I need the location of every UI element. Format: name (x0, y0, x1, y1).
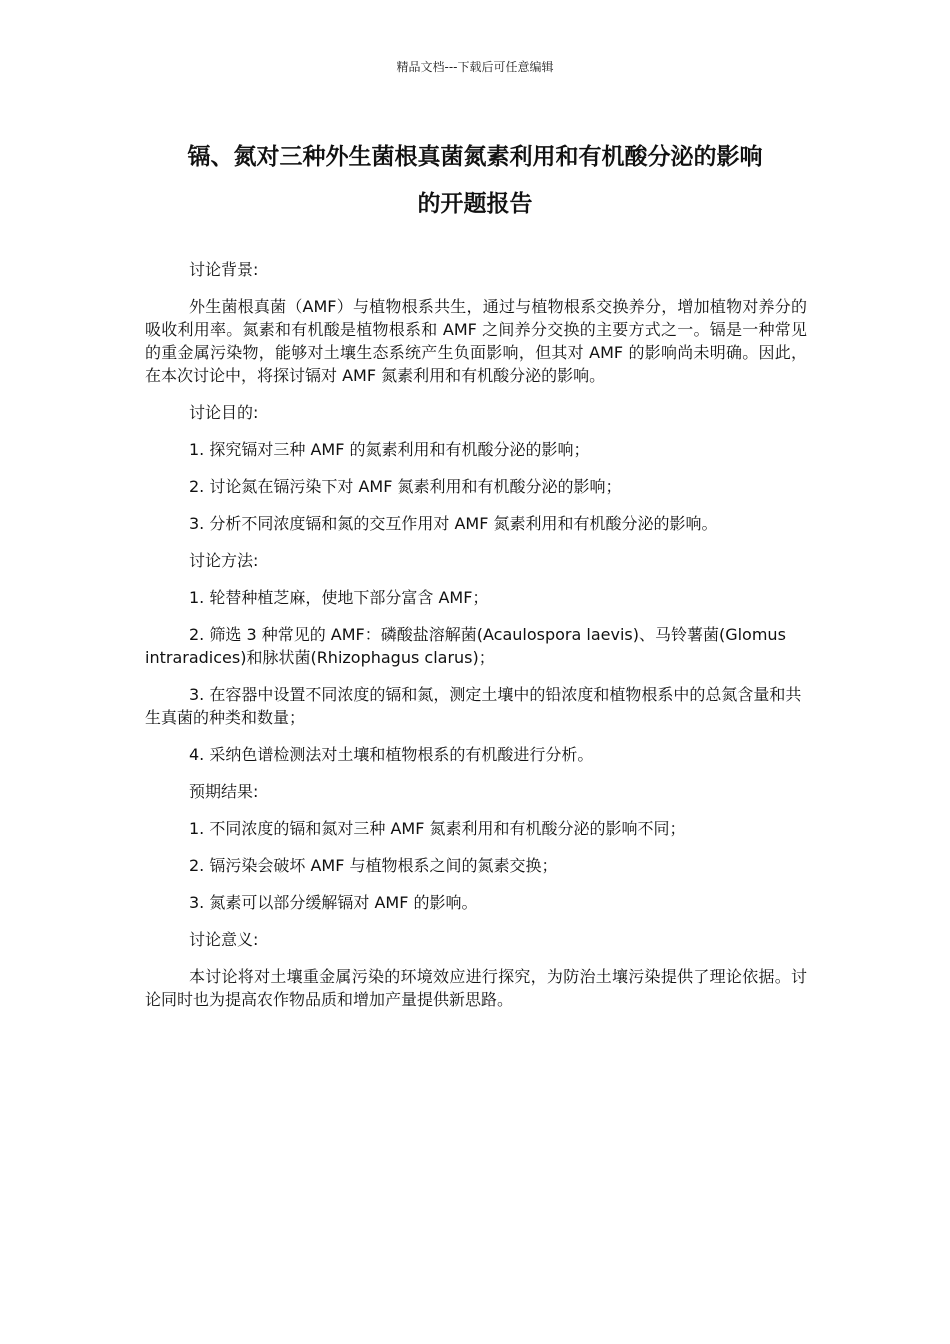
document-body (145, 258, 807, 1025)
method-item: 4. 采纳色谱检测法对土壤和植物根系的有机酸进行分析。 (189, 745, 594, 764)
expected-item: 3. 氮素可以部分缓解镉对 AMF 的影响。 (189, 893, 478, 912)
methods-heading: 讨论方法: (189, 551, 259, 570)
objectives-heading: 讨论目的: (189, 403, 259, 422)
objective-item: 1. 探究镉对三种 AMF 的氮素利用和有机酸分泌的影响； (189, 440, 590, 459)
header-note: 精品文档---下载后可任意编辑 (396, 60, 554, 74)
objective-item: 3. 分析不同浓度镉和氮的交互作用对 AMF 氮素利用和有机酸分泌的影响。 (189, 514, 718, 533)
method-item: 1. 轮替种植芝麻，使地下部分富含 AMF； (189, 588, 489, 607)
significance-heading: 讨论意义: (189, 930, 259, 949)
title-line-1: 镉、氮对三种外生菌根真菌氮素利用和有机酸分泌的影响 (187, 144, 763, 170)
expected-heading: 预期结果: (189, 782, 259, 801)
method-item: 2. 筛选 3 种常见的 AMF：磷酸盐溶解菌(Acaulospora laevis)、马铃薯菌(Glomus intraradices)和脉状菌(Rhizophagus clarus)； (145, 625, 786, 667)
background-heading: 讨论背景: (189, 260, 259, 279)
title-line-2: 的开题报告 (417, 191, 533, 217)
expected-item: 2. 镉污染会破坏 AMF 与植物根系之间的氮素交换； (189, 856, 558, 875)
method-item: 3. 在容器中设置不同浓度的镉和氮，测定土壤中的铅浓度和植物根系中的总氮含量和共生真菌的种类和数量； (145, 685, 802, 727)
document-title (145, 134, 805, 228)
objective-item: 2. 讨论氮在镉污染下对 AMF 氮素利用和有机酸分泌的影响； (189, 477, 622, 496)
significance-paragraph: 本讨论将对土壤重金属污染的环境效应进行探究，为防治土壤污染提供了理论依据。讨论同时也为提高农作物品质和增加产量提供新思路。 (145, 967, 807, 1009)
expected-item: 1. 不同浓度的镉和氮对三种 AMF 氮素利用和有机酸分泌的影响不同； (189, 819, 686, 838)
background-paragraph: 外生菌根真菌（AMF）与植物根系共生，通过与植物根系交换养分，增加植物对养分的吸收利用率。氮素和有机酸是植物根系和 AMF 之间养分交换的主要方式之一。镉是一种常见的重金属污染物，能够对土壤生态系统产生负面影响，但其对 AMF 的影响尚未明确。因此，在本次讨论中，将探讨镉对 AMF 氮素利用和有机酸分泌的影响。 (145, 297, 807, 385)
